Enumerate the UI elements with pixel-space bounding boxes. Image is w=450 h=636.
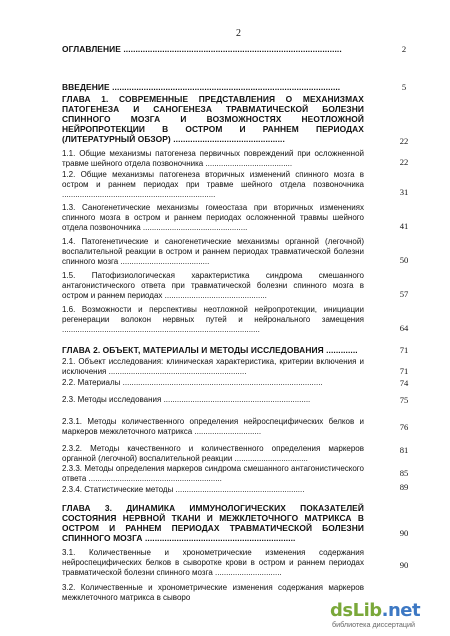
toc-page-number: 90 bbox=[399, 560, 409, 570]
toc-page-number: 85 bbox=[399, 468, 409, 478]
toc-page-number: 22 bbox=[399, 157, 409, 167]
toc-entry[interactable]: ГЛАВА 1. СОВРЕМЕННЫЕ ПРЕДСТАВЛЕНИЯ О МЕХАНИЗМАХ ПАТОГЕНЕЗА И САНОГЕНЕЗА ТРАВМАТИЧЕСКОЙ БОЛЕЗНИ СПИННОГО МОЗГА И ВОЗМОЖНОСТЯХ НЕОТЛОЖНОЙ НЕЙРОПРОТЕКЦИИ В ОСТРОМ И РАННЕМ ПЕРИОДАХ (ЛИТЕРАТУРНЫЙ ОБЗОР) .............................................. bbox=[62, 94, 364, 144]
toc-page-number: 2 bbox=[401, 44, 407, 54]
toc-entry[interactable]: 2.3.1. Методы количественного определения нейроспецифических белков и маркеров межклеточного матрикса .............................. bbox=[62, 417, 364, 436]
page-number: 2 bbox=[236, 28, 241, 39]
toc-page-number: 90 bbox=[399, 528, 409, 538]
dslib-watermark bbox=[330, 600, 445, 630]
toc-page-number: 41 bbox=[399, 221, 409, 231]
toc-entry[interactable]: 1.6. Возможности и перспективы неотложной нейропротекции, инициации регенерации волокон нервных путей и нейронального замещения ......................................................................................... bbox=[62, 305, 364, 334]
toc-entry[interactable]: 2.3.3. Методы определения маркеров синдрома смешанного антагонистического ответа ............................................................ bbox=[62, 464, 364, 483]
toc-page-number: 89 bbox=[399, 482, 409, 492]
toc-entry[interactable]: 1.1. Общие механизмы патогенеза первичных повреждений при осложненной травме шейного отдела позвоночника ....................................... bbox=[62, 149, 364, 168]
toc-page-number: 76 bbox=[399, 422, 409, 432]
toc-entry[interactable]: 2.1. Объект исследования: клиническая характеристика, критерии включения и исключения .............................................................. bbox=[62, 357, 364, 376]
toc-entry[interactable]: 1.5. Патофизиологическая характеристика синдрома смешанного антагонистического ответа при травматической болезни спинного мозга в остром и раннем периодах .............................................. bbox=[62, 271, 364, 300]
toc-page-number: 22 bbox=[399, 136, 409, 146]
toc-entry[interactable]: ГЛАВА 3. ДИНАМИКА ИММУНОЛОГИЧЕСКИХ ПОКАЗАТЕЛЕЙ СОСТОЯНИЯ НЕРВНОЙ ТКАНИ И МЕЖКЛЕТОЧНОГО МАТРИКСА В ОСТРОМ И РАННЕМ ПЕРИОДАХ ТРАВМАТИЧЕСКОЙ БОЛЕЗНИ СПИННОГО МОЗГА .............................................................. bbox=[62, 503, 364, 543]
toc-page-number: 31 bbox=[399, 187, 409, 197]
toc-entry[interactable]: 2.3.4. Статистические методы .......................................................... bbox=[62, 485, 305, 494]
toc-page-number: 5 bbox=[401, 82, 407, 92]
toc-entry[interactable]: ГЛАВА 2. ОБЪЕКТ, МАТЕРИАЛЫ И МЕТОДЫ ИССЛЕДОВАНИЯ ............. bbox=[62, 345, 358, 355]
toc-entry[interactable]: 2.2. Материалы .......................................................................................... bbox=[62, 378, 323, 387]
toc-page-number: 50 bbox=[399, 255, 409, 265]
toc-entry[interactable]: 3.2. Количественные и хронометрические изменения содержания маркеров межклеточного матрикса в сыворо bbox=[62, 583, 364, 602]
toc-page-number: 81 bbox=[399, 445, 409, 455]
toc-page-number: 57 bbox=[399, 289, 409, 299]
toc-entry[interactable]: 1.2. Общие механизмы патогенеза вторичных изменений спинного мозга в остром и раннем периодах при травме шейного отдела позвоночника ..................................................................... bbox=[62, 170, 364, 199]
toc-page-number: 75 bbox=[399, 395, 409, 405]
toc-entry[interactable]: 2.3. Методы исследования .................................................................. bbox=[62, 395, 311, 404]
toc-page-number: 71 bbox=[399, 366, 409, 376]
toc-entry[interactable]: ВВЕДЕНИЕ .............................................................................................. bbox=[62, 82, 341, 92]
toc-entry[interactable]: ОГЛАВЛЕНИЕ .......................................................................................... bbox=[62, 44, 342, 54]
toc-page-number: 74 bbox=[399, 378, 409, 388]
toc-entry[interactable]: 3.1. Количественные и хронометрические изменения содержания нейроспецифических белков в сыворотке крови в остром и раннем периодах травматической болезни спинного мозга .............................. bbox=[62, 548, 364, 577]
toc-page-number: 71 bbox=[399, 345, 409, 355]
toc-entry[interactable]: 1.4. Патогенетические и саногенетические механизмы органной (легочной) воспалительной реакции в остром и раннем периодах травматической болезни спинного мозга ........................................ bbox=[62, 237, 364, 266]
toc-page-number: 64 bbox=[399, 323, 409, 333]
toc-entry[interactable]: 2.3.2. Методы качественного и количественного определения маркеров органной (легочной) воспалительной реакции ................................. bbox=[62, 444, 364, 463]
dslib-logo: dsLib.net bbox=[330, 600, 421, 621]
toc-entry[interactable]: 1.3. Саногенетические механизмы гомеостаза при вторичных изменениях спинного мозга в остром и раннем периодах осложненной травмы шейного отдела позвоночника ............................................... bbox=[62, 203, 364, 232]
dslib-subtitle: библиотека диссертаций bbox=[332, 620, 416, 629]
